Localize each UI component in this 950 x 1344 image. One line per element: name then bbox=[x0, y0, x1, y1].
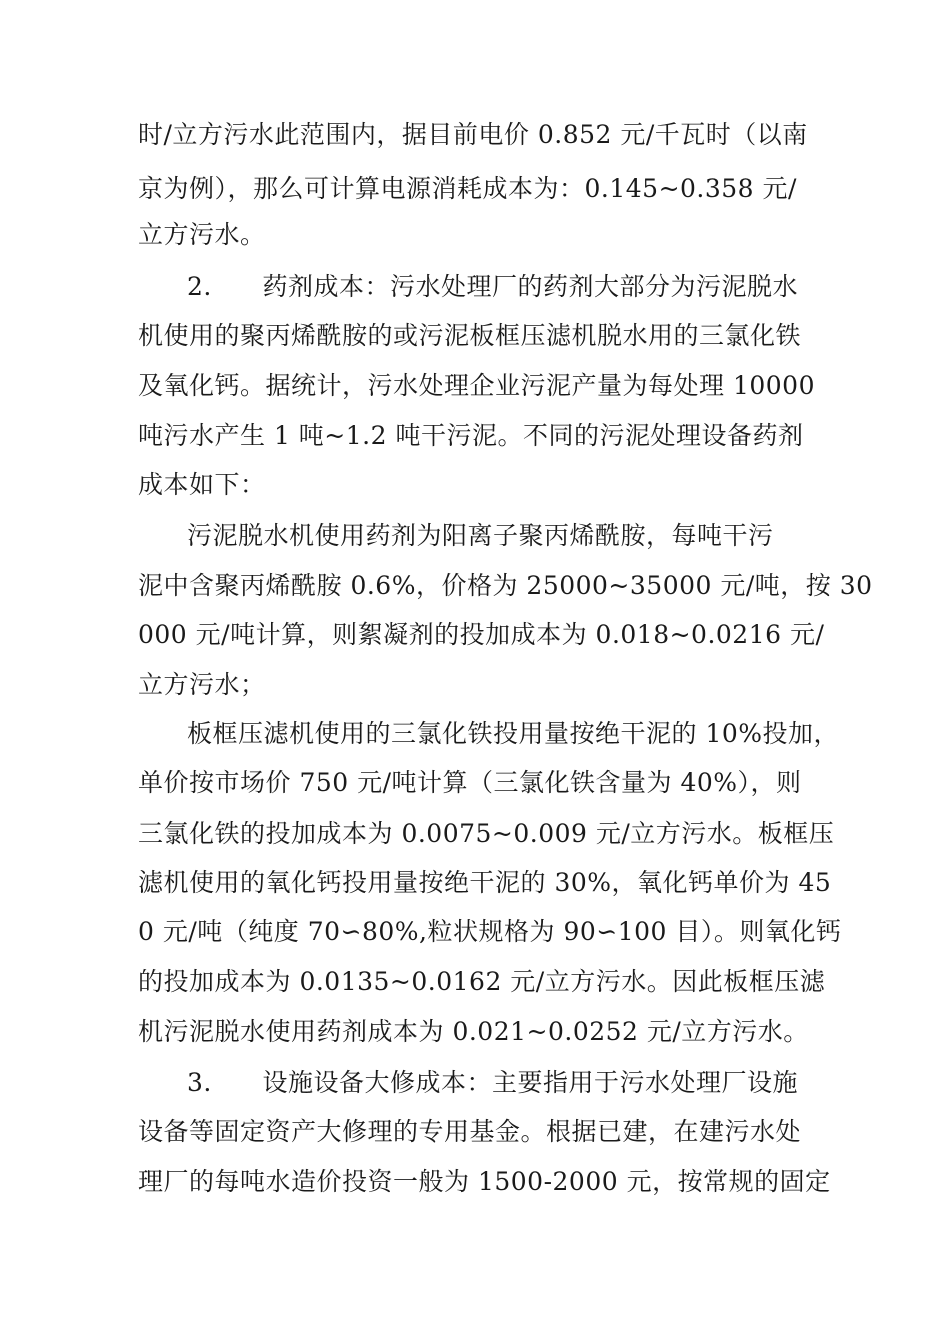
text-line: 泥中含聚丙烯酰胺 0.6%，价格为 25000~35000 元/吨，按 30 bbox=[138, 571, 873, 600]
text-line: 成本如下： bbox=[138, 470, 266, 499]
section-heading-3: 3. 设施设备大修成本：主要指用于污水处理厂设施 bbox=[187, 1068, 799, 1097]
text-line: 及氧化钙。据统计，污水处理企业污泥产量为每处理 10000 bbox=[138, 371, 815, 400]
text-line: 滤机使用的氧化钙投用量按绝干泥的 30%，氧化钙单价为 45 bbox=[138, 868, 832, 897]
text-line: 设备等固定资产大修理的专用基金。根据已建，在建污水处 bbox=[138, 1117, 802, 1146]
text-line: 机使用的聚丙烯酰胺的或污泥板框压滤机脱水用的三氯化铁 bbox=[138, 321, 802, 350]
text-line: 京为例），那么可计算电源消耗成本为：0.145~0.358 元/ bbox=[138, 174, 797, 203]
text-line: 机污泥脱水使用药剂成本为 0.021~0.0252 元/立方污水。 bbox=[138, 1017, 809, 1046]
text-line: 时/立方污水此范围内，据目前电价 0.852 元/千瓦时（以南 bbox=[138, 120, 808, 149]
section-heading-2: 2. 药剂成本：污水处理厂的药剂大部分为污泥脱水 bbox=[187, 272, 799, 301]
text-line: 0 元/吨（纯度 70∽80%,粒状规格为 90∽100 目）。则氧化钙 bbox=[138, 917, 842, 946]
paragraph-start: 板框压滤机使用的三氯化铁投用量按绝干泥的 10%投加， bbox=[187, 719, 840, 748]
text-line: 的投加成本为 0.0135~0.0162 元/立方污水。因此板框压滤 bbox=[138, 967, 826, 996]
paragraph-start: 污泥脱水机使用药剂为阳离子聚丙烯酰胺，每吨干污 bbox=[187, 521, 774, 550]
text-line: 000 元/吨计算，则絮凝剂的投加成本为 0.018~0.0216 元/ bbox=[138, 620, 825, 649]
text-line: 三氯化铁的投加成本为 0.0075~0.009 元/立方污水。板框压 bbox=[138, 819, 835, 848]
text-line: 吨污水产生 1 吨~1.2 吨干污泥。不同的污泥处理设备药剂 bbox=[138, 421, 804, 450]
text-line: 立方污水。 bbox=[138, 220, 266, 249]
text-line: 单价按市场价 750 元/吨计算（三氯化铁含量为 40%），则 bbox=[138, 768, 802, 797]
text-line: 理厂的每吨水造价投资一般为 1500-2000 元，按常规的固定 bbox=[138, 1167, 831, 1196]
text-line: 立方污水； bbox=[138, 670, 266, 699]
